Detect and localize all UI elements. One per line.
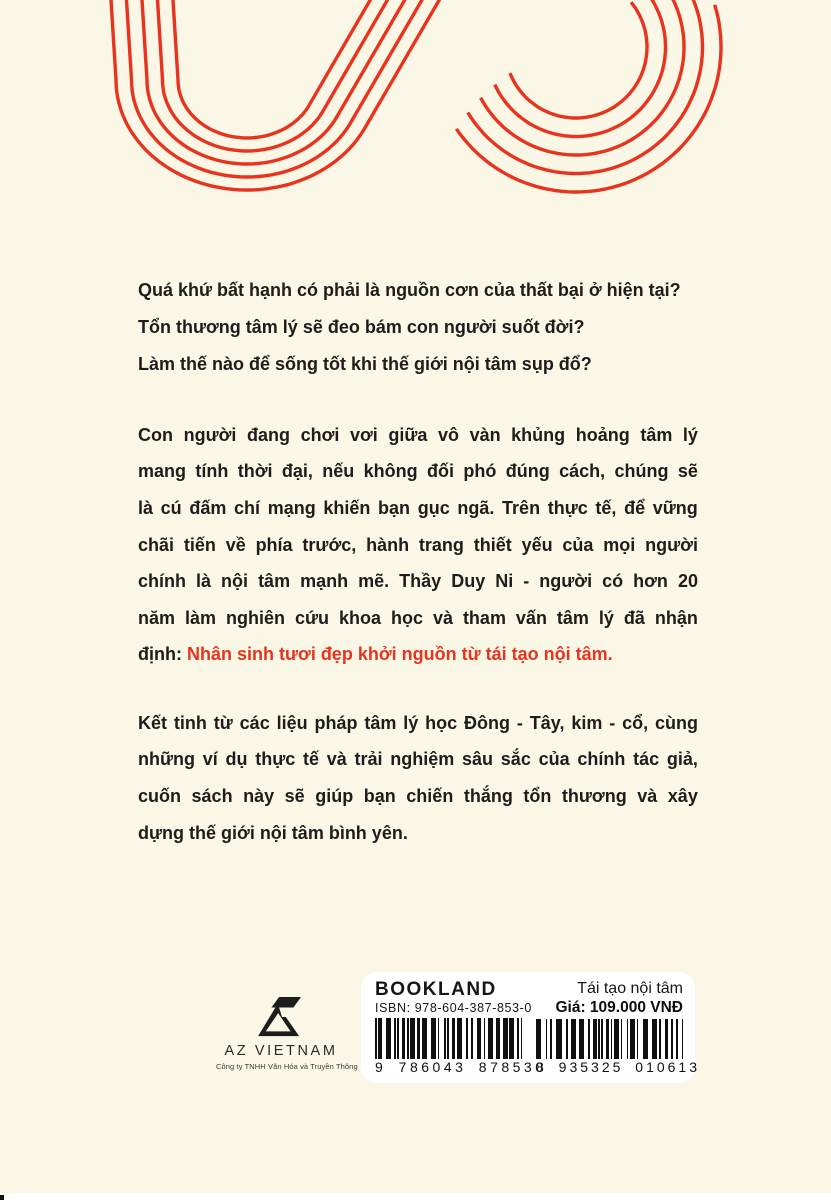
intro-questions [138, 272, 700, 383]
bookland-label: BOOKLAND [375, 979, 497, 1000]
paragraph-closing [138, 705, 698, 851]
bottom-edge-strip [0, 1193, 831, 1200]
paragraph-line: chính là nội tâm mạnh mẽ. Thầy Duy Ni - người có hơn 20 [138, 571, 698, 592]
paragraph-line: cuốn sách này sẽ giúp bạn chiến thắng tổn thương và xây [138, 785, 698, 806]
price-label: Giá: 109.000 VNĐ [555, 999, 683, 1016]
question-line-1: Quá khứ bất hạnh có phải là nguồn cơn của thất bại ở hiện tại? [138, 280, 681, 300]
highlight-prefix: định: [138, 644, 187, 665]
paragraph-line: chãi tiến về phía trước, hành trang thiết yếu của mọi người [138, 534, 698, 555]
book-title-label: Tái tạo nội tâm [577, 980, 683, 997]
question-line-3: Làm thế nào để sống tốt khi thế giới nội tâm sụp đổ? [138, 354, 592, 374]
barcode-panel [361, 972, 700, 1083]
ean-digits: 8 935325 010613 [536, 1059, 700, 1075]
isbn-label: ISBN: 978-604-387-853-0 [375, 1001, 532, 1015]
publisher-logo-block [216, 996, 358, 1071]
az-vietnam-logo-icon [257, 996, 305, 1038]
paragraph-main [138, 417, 698, 673]
question-line-2: Tổn thương tâm lý sẽ đeo bám con người suốt đời? [138, 317, 585, 337]
ean-barcode-column [536, 979, 700, 1075]
corner-artifact-dot [0, 1195, 4, 1200]
paragraph-line: mang tính thời đại, nếu không đối phó đúng cách, chúng sẽ [138, 461, 698, 482]
paragraph-line: Con người đang chơi vơi giữa vô vàn khủng hoảng tâm lý [138, 424, 698, 445]
isbn-digits: 9 786043 878530 [375, 1059, 547, 1075]
paragraph-line: năm làm nghiên cứu khoa học và tham vấn tâm lý đã nhận [138, 607, 698, 628]
paragraph-last-line: dựng thế giới nội tâm bình yên. [138, 822, 408, 843]
publisher-name: AZ VIETNAM [224, 1043, 338, 1059]
paragraph-line: Kết tinh từ các liệu pháp tâm lý học Đông - Tây, kim - cổ, cùng [138, 712, 698, 733]
paragraph-line: là cú đấm chí mạng khiến bạn gục ngã. Trên thực tế, để vững [138, 497, 698, 518]
infinity-ribbon-art [0, 0, 831, 212]
paragraph-line: những ví dụ thực tế và trải nghiệm sâu sắc của chính tác giả, [138, 749, 698, 770]
highlight-sentence: Nhân sinh tươi đẹp khởi nguồn từ tái tạo nội tâm. [186, 644, 613, 665]
paragraph-last-line [138, 637, 698, 674]
isbn-barcode [375, 1018, 522, 1059]
isbn-barcode-column [375, 979, 547, 1075]
publisher-company: Công ty TNHH Văn Hóa và Truyền Thông [216, 1062, 358, 1071]
ean-barcode [536, 1019, 683, 1059]
